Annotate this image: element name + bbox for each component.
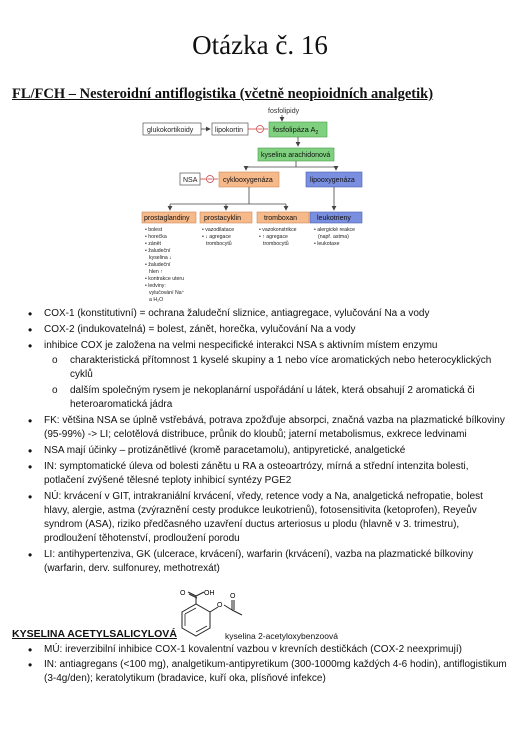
effect-item: • bolest [145, 227, 163, 233]
effect-item: • žaludeční [145, 248, 171, 254]
aspirin-bullet-list [22, 643, 510, 687]
effect-item: • kontrakce uteru [145, 276, 185, 282]
effect-item: (např. astma) [318, 234, 349, 240]
bullet-item: • LI: antihypertenziva, GK (ulcerace, krvácení), warfarin (krvácení), vazba na plazmatické bílkoviny (warfarin, derv. sulfonurey, methotrexát) [44, 548, 510, 576]
leukotrieny-effects [314, 227, 355, 247]
sub-bullet-item: o dalším společným rysem je nekoplanární uspořádání u látek, která obsahují 2 aromatická či heteroaromatická jádra [70, 384, 510, 412]
fosfolipidy-label: fosfolipidy [268, 108, 300, 115]
effect-item: kyselina ↓ [149, 255, 172, 261]
effect-item: • vazodilatace [202, 227, 235, 233]
bullet-item: • MÚ: ireverzibilní inhibice COX-1 kovalentní vazbou v krevních destičkách (COX-2 neexprimují) [44, 643, 510, 657]
main-bullet-list [22, 307, 510, 578]
kyselina-label: kyselina arachidonová [261, 152, 331, 159]
effect-item: trombocytů [206, 241, 232, 247]
bullet-item: • COX-1 (konstitutivní) = ochrana žaludeční sliznice, antiagregace, vylučování Na a vody [44, 307, 510, 321]
carbonyl-o-label: O [180, 590, 186, 597]
lipokortin-label: lipokortin [215, 127, 244, 134]
prostacyklin-label: prostacyklin [204, 215, 241, 222]
effect-item: • horečka [145, 234, 167, 240]
tromboxan-effects [259, 227, 297, 247]
leukotrieny-label: leukotrieny [317, 215, 351, 222]
effect-item: • žaludeční [145, 262, 171, 268]
effect-item: trombocytů [263, 241, 289, 247]
effect-item: • zánět [145, 241, 161, 247]
nsa-label: NSA [183, 177, 198, 184]
sub-bullet-item: o charakteristická přítomnost 1 kyselé skupiny a 1 nebo více aromatických nebo heterocyklických cyklů [70, 354, 510, 382]
effect-item: • ↓ agregace [202, 234, 231, 240]
ester-o-label: O [217, 602, 223, 609]
arachidonic-acid-pathway-diagram [140, 104, 390, 304]
effect-item: • ledviny: [145, 283, 166, 289]
effect-item: • alergické reakce [314, 227, 356, 233]
aspirin-heading: KYSELINA ACETYLSALICYLOVÁ [12, 628, 177, 640]
acetyl-o-label: O [230, 593, 236, 600]
prostaglandiny-label: prostaglandiny [144, 215, 190, 222]
bullet-item: • NÚ: krvácení v GIT, intrakraniální krvácení, vředy, retence vody a Na, analgetická nefropatie, bolest hlavy, alergie, astma (zvýraznění cesty produkce leukotrienů), fotosensitivita (ketoprofen), Reyeův syndrom (ASA), riziko předčasného uzavření ductus arteriosus u plodu (hlavně v 3. trimestru), prodloužení těhotenství, prodloužení porodu [44, 490, 510, 546]
effect-item: • leukotaxe [314, 241, 340, 247]
bullet-item: • FK: většina NSA se úplně vstřebává, potrava zpožďuje absorpci, značná vazba na plazmatické bílkoviny (95-99%) -> LI; celotělová distribuce, průnik do kloubů; jaterní metabolismus, exkrece ledvinami [44, 414, 510, 442]
lipooxygenaza-label: lipooxygenáza [310, 177, 355, 184]
fosfolipaza-label: fosfolipáza A [273, 125, 316, 134]
effect-item: • vazokonstrikce [259, 227, 297, 233]
molecule-name: kyselina 2-acetyloxybenzoová [225, 631, 338, 641]
tromboxan-label: tromboxan [264, 215, 298, 222]
effect-item: • ↑ agregace [259, 234, 288, 240]
effect-item: hlen ↑ [149, 269, 163, 275]
bullet-text: inhibice COX je založena na velmi nespecifické interakci NSA s aktivním místem enzymu [44, 340, 438, 351]
hydroxyl-label: OH [204, 590, 215, 597]
cyklooxygenaza-label: cyklooxygenáza [223, 177, 273, 184]
bullet-item: • COX-2 (indukovatelná) = bolest, zánět, horečka, vylučování Na a vody [44, 323, 510, 337]
effect-item: a H₂O [149, 297, 164, 303]
page-title: Otázka č. 16 [192, 30, 328, 60]
prostaglandiny-effects [145, 227, 185, 303]
bullet-item: • IN: antiagregans (<100 mg), analgetikum-antipyretikum (300-1000mg každých 4-6 hodin), antiflogistikum (3-4g/den); keratolytikum (bradavice, kuří oka, plísňové infekce) [44, 658, 510, 686]
bullet-item: • IN: symptomatické úleva od bolesti zánětu u RA a osteoartrózy, mírná a střední intenzita bolesti, potlačení zvýšené tělesné teploty inhibicí syntézy PGE2 [44, 460, 510, 488]
prostacyklin-effects [202, 227, 234, 247]
fosfolipaza-sub: 2 [315, 130, 319, 136]
effect-item: vylučování Na⁺ [149, 290, 185, 296]
bullet-item [44, 339, 510, 412]
bullet-item: • NSA mají účinky – protizánětlivé (kromě paracetamolu), antipyretické, analgetické [44, 444, 510, 458]
section-heading: FL/FCH – Nesteroidní antiflogistika (včetně neopioidních analgetik) [12, 86, 434, 102]
glukokortikoidy-label: glukokortikoidy [147, 127, 194, 134]
